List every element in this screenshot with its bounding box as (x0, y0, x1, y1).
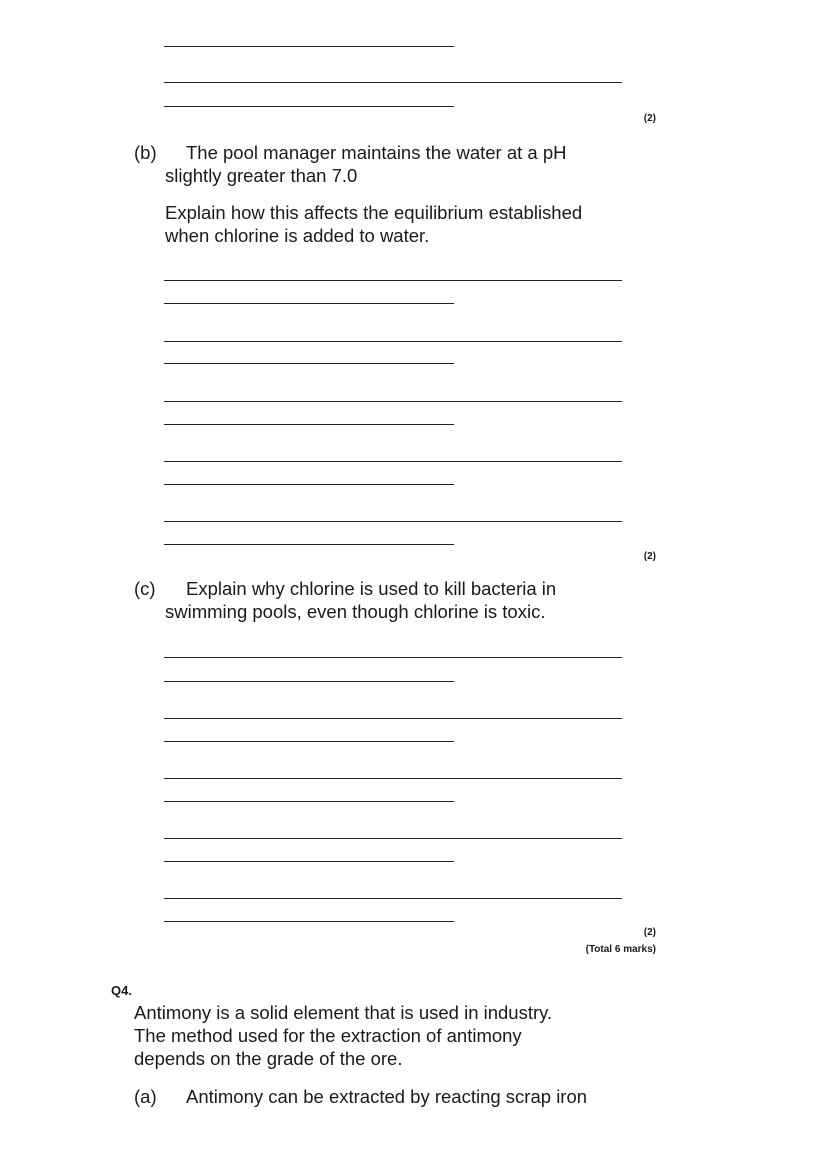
q4-intro-line2: The method used for the extraction of antimony (134, 1025, 522, 1046)
answer-line[interactable] (164, 861, 454, 862)
answer-line[interactable] (164, 484, 454, 485)
answer-line[interactable] (164, 898, 622, 899)
answer-line[interactable] (164, 741, 454, 742)
q4-intro-line1: Antimony is a solid element that is used in industry. (134, 1002, 553, 1023)
part-b-line1: The pool manager maintains the water at a pH (186, 142, 567, 163)
answer-line[interactable] (164, 681, 454, 682)
answer-line[interactable] (164, 82, 622, 83)
q4-part-a-line1: Antimony can be extracted by reacting scrap iron (186, 1086, 588, 1107)
answer-line[interactable] (164, 303, 454, 304)
answer-line[interactable] (164, 424, 454, 425)
marks-a: (2) (643, 113, 656, 124)
answer-line[interactable] (164, 801, 454, 802)
answer-line[interactable] (164, 106, 454, 107)
answer-line[interactable] (164, 657, 622, 658)
part-c-line1: Explain why chlorine is used to kill bacteria in (186, 578, 557, 599)
answer-line[interactable] (164, 838, 622, 839)
marks-c: (2) (643, 927, 656, 938)
part-b-instruction1: Explain how this affects the equilibrium established (165, 202, 583, 223)
answer-line[interactable] (164, 544, 454, 545)
answer-line[interactable] (164, 461, 622, 462)
answer-line[interactable] (164, 718, 622, 719)
answer-line[interactable] (164, 521, 622, 522)
q4-intro-line3: depends on the grade of the ore. (134, 1048, 403, 1069)
marks-b: (2) (643, 551, 656, 562)
answer-line[interactable] (164, 401, 622, 402)
part-b-label: (b) (134, 142, 157, 163)
question-number: Q4. (111, 983, 132, 998)
answer-line[interactable] (164, 46, 454, 47)
answer-line[interactable] (164, 778, 622, 779)
total-marks: (Total 6 marks) (585, 944, 656, 955)
answer-line[interactable] (164, 341, 622, 342)
part-b-line2: slightly greater than 7.0 (165, 165, 358, 186)
part-c-label: (c) (134, 578, 156, 599)
answer-line[interactable] (164, 921, 454, 922)
part-b-instruction2: when chlorine is added to water. (165, 225, 430, 246)
answer-line[interactable] (164, 363, 454, 364)
answer-line[interactable] (164, 280, 622, 281)
q4-part-a-label: (a) (134, 1086, 157, 1107)
part-c-line2: swimming pools, even though chlorine is toxic. (165, 601, 546, 622)
